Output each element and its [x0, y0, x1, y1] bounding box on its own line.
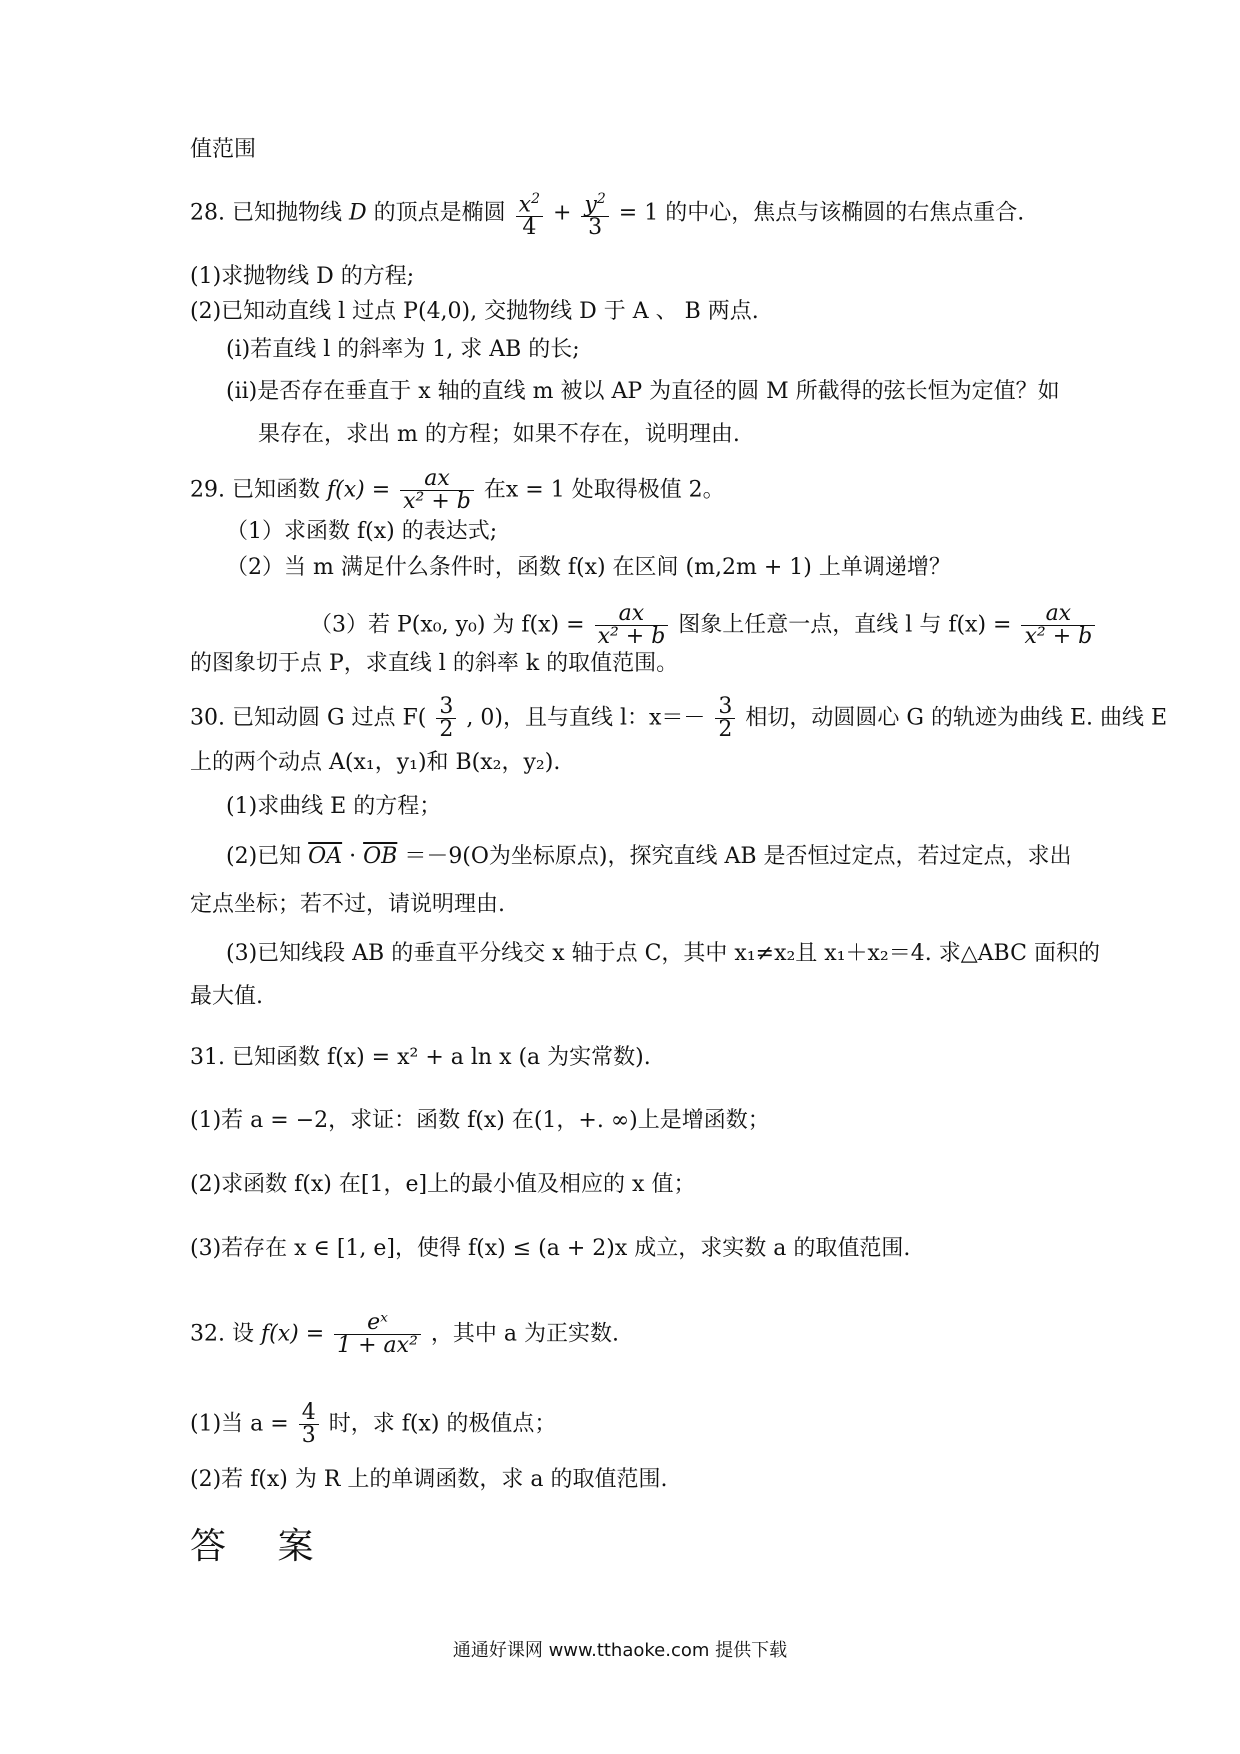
dot-operator: · [349, 844, 357, 869]
ellipse-y-den: 3 [588, 215, 603, 241]
ellipse-y-num: y [584, 192, 597, 218]
q32-a-den: 3 [301, 1423, 316, 1448]
q28-part2-i: (i)若直线 l 的斜率为 1, 求 AB 的长; [226, 337, 580, 362]
q29-fraction-den: x² + b [403, 489, 471, 514]
q32-fraction-den: 1 + ax² [337, 1333, 418, 1358]
q32-part1-post: 时，求 f(x) 的极值点； [328, 1411, 557, 1437]
answers-heading: 答 案 [190, 1526, 334, 1567]
ellipse-x-num: x [518, 192, 532, 218]
q28-stem [190, 188, 1024, 239]
q32-stem-pre: 32. 设 [190, 1321, 254, 1347]
q29-part3-fraction-a-num: ax [595, 603, 669, 626]
q32-a-fraction [299, 1402, 319, 1447]
q30-part2-line2: 定点坐标；若不过，请说明理由. [190, 892, 505, 917]
q29-fraction-num: ax [400, 468, 474, 491]
q28-stem-post: 的中心，焦点与该椭圆的右焦点重合. [665, 200, 1025, 226]
q29-part3-mid: 图象上任意一点，直线 l 与 f(x) = [678, 612, 1012, 638]
ellipse-x-den: 4 [522, 215, 537, 241]
vector-ob: $\overline{OB}$ [363, 844, 398, 869]
q28-part2-ii-line1: (ii)是否存在垂直于 x 轴的直线 m 被以 AP 为直径的圆 M 所截得的弦长恒为定值？如 [226, 379, 1060, 404]
q29-part3-fraction-b [1021, 603, 1095, 648]
q28-stem-mid: 的顶点是椭圆 [373, 200, 506, 226]
q30-stem-post: 相切，动圆圆心 G 的轨迹为曲线 E. 曲线 E [745, 705, 1168, 731]
q32-fx: f(x) = [260, 1321, 325, 1347]
q29-part3-pre: （3）若 P(x₀, y₀) 为 f(x) = [310, 612, 585, 638]
q32-stem-post: ，其中 a 为正实数. [430, 1321, 620, 1347]
q30-part3-line2: 最大值. [190, 984, 263, 1009]
q30-part1: (1)求曲线 E 的方程； [226, 794, 442, 819]
q32-fraction-num: eˣ [334, 1312, 421, 1335]
q32-fraction [334, 1312, 421, 1357]
q30-part2-post: ＝－9(O为坐标原点)，探究直线 AB 是否恒过定点，若过定点，求出 [404, 844, 1072, 869]
q31-part2: (2)求函数 f(x) 在[1，e]上的最小值及相应的 x 值； [190, 1172, 696, 1197]
q29-fx: f(x) = [326, 477, 391, 503]
q30-stem-mid: , 0)，且与直线 l：x＝－ [466, 705, 706, 731]
q31-stem: 31. 已知函数 f(x) = x² + a ln x (a 为实常数). [190, 1045, 651, 1070]
q30-part3-line1: (3)已知线段 AB 的垂直平分线交 x 轴于点 C，其中 x₁≠x₂且 x₁＋x₂＝4. 求△ABC 面积的 [226, 941, 1100, 966]
q32-part1 [190, 1402, 556, 1447]
q28-var-d: D [348, 200, 367, 226]
q30-line-den: 2 [718, 717, 733, 742]
q29-stem-post: 在x = 1 处取得极值 2。 [483, 477, 725, 503]
ellipse-x-fraction: $\frac{x^2}{4}$ [516, 188, 543, 239]
q30-part2-pre: (2)已知 [226, 844, 302, 869]
q28-part2-ii-line2: 果存在，求出 m 的方程；如果不存在，说明理由. [258, 422, 740, 447]
q32-stem [190, 1312, 619, 1357]
ellipse-y-fraction: $\frac{y^2}{3}$ [581, 188, 608, 239]
q29-part3-fraction-a [595, 603, 669, 648]
q29-stem [190, 468, 725, 513]
q29-part3-tail: 的图象切于点 P，求直线 l 的斜率 k 的取值范围。 [190, 651, 679, 676]
q31-part1: (1)若 a = −2，求证：函数 f(x) 在(1，+. ∞)上是增函数； [190, 1108, 770, 1133]
q32-part2: (2)若 f(x) 为 R 上的单调函数，求 a 的取值范围. [190, 1467, 668, 1492]
q29-part3-fraction-a-den: x² + b [597, 624, 666, 649]
q30-f-den: 2 [439, 717, 454, 742]
q29-part3 [310, 603, 1098, 648]
q31-part3: (3)若存在 x ∈ [1, e]，使得 f(x) ≤ (a + 2)x 成立，求实数 a 的取值范围. [190, 1236, 911, 1261]
q29-part3-fraction-b-num: ax [1021, 603, 1095, 626]
q32-part1-pre: (1)当 a = [190, 1411, 289, 1437]
q30-line-fraction [715, 696, 735, 741]
q29-part1: （1）求函数 f(x) 的表达式; [226, 519, 498, 544]
q29-fraction [400, 468, 474, 513]
q30-stem-line2: 上的两个动点 A(x₁，y₁)和 B(x₂，y₂). [190, 750, 561, 775]
q30-f-num: 3 [436, 696, 456, 719]
ellipse-plus: + [552, 200, 572, 226]
q32-a-num: 4 [299, 1402, 319, 1425]
ellipse-equals: = 1 [618, 200, 659, 226]
top-fragment: 值范围 [190, 137, 257, 162]
q30-f-fraction [436, 696, 456, 741]
q30-line-num: 3 [715, 696, 735, 719]
q28-part2: (2)已知动直线 l 过点 P(4,0), 交抛物线 D 于 A 、 B 两点. [190, 299, 759, 324]
q29-part3-fraction-b-den: x² + b [1024, 624, 1093, 649]
q30-stem-pre: 30. 已知动圆 G 过点 F( [190, 705, 427, 731]
q30-part2 [226, 842, 1072, 872]
vector-oa: $\overline{OA}$ [308, 844, 343, 869]
q28-part1: (1)求抛物线 D 的方程; [190, 264, 415, 289]
page-footer: 通通好课网 www.tthaoke.com 提供下载 [452, 1640, 788, 1661]
q29-part2: （2）当 m 满足什么条件时，函数 f(x) 在区间 (m,2m + 1) 上单调递增？ [226, 555, 951, 580]
q29-stem-pre: 29. 已知函数 [190, 477, 320, 503]
q30-stem-line1 [190, 696, 1167, 741]
q28-stem-pre: 28. 已知抛物线 [190, 200, 342, 226]
